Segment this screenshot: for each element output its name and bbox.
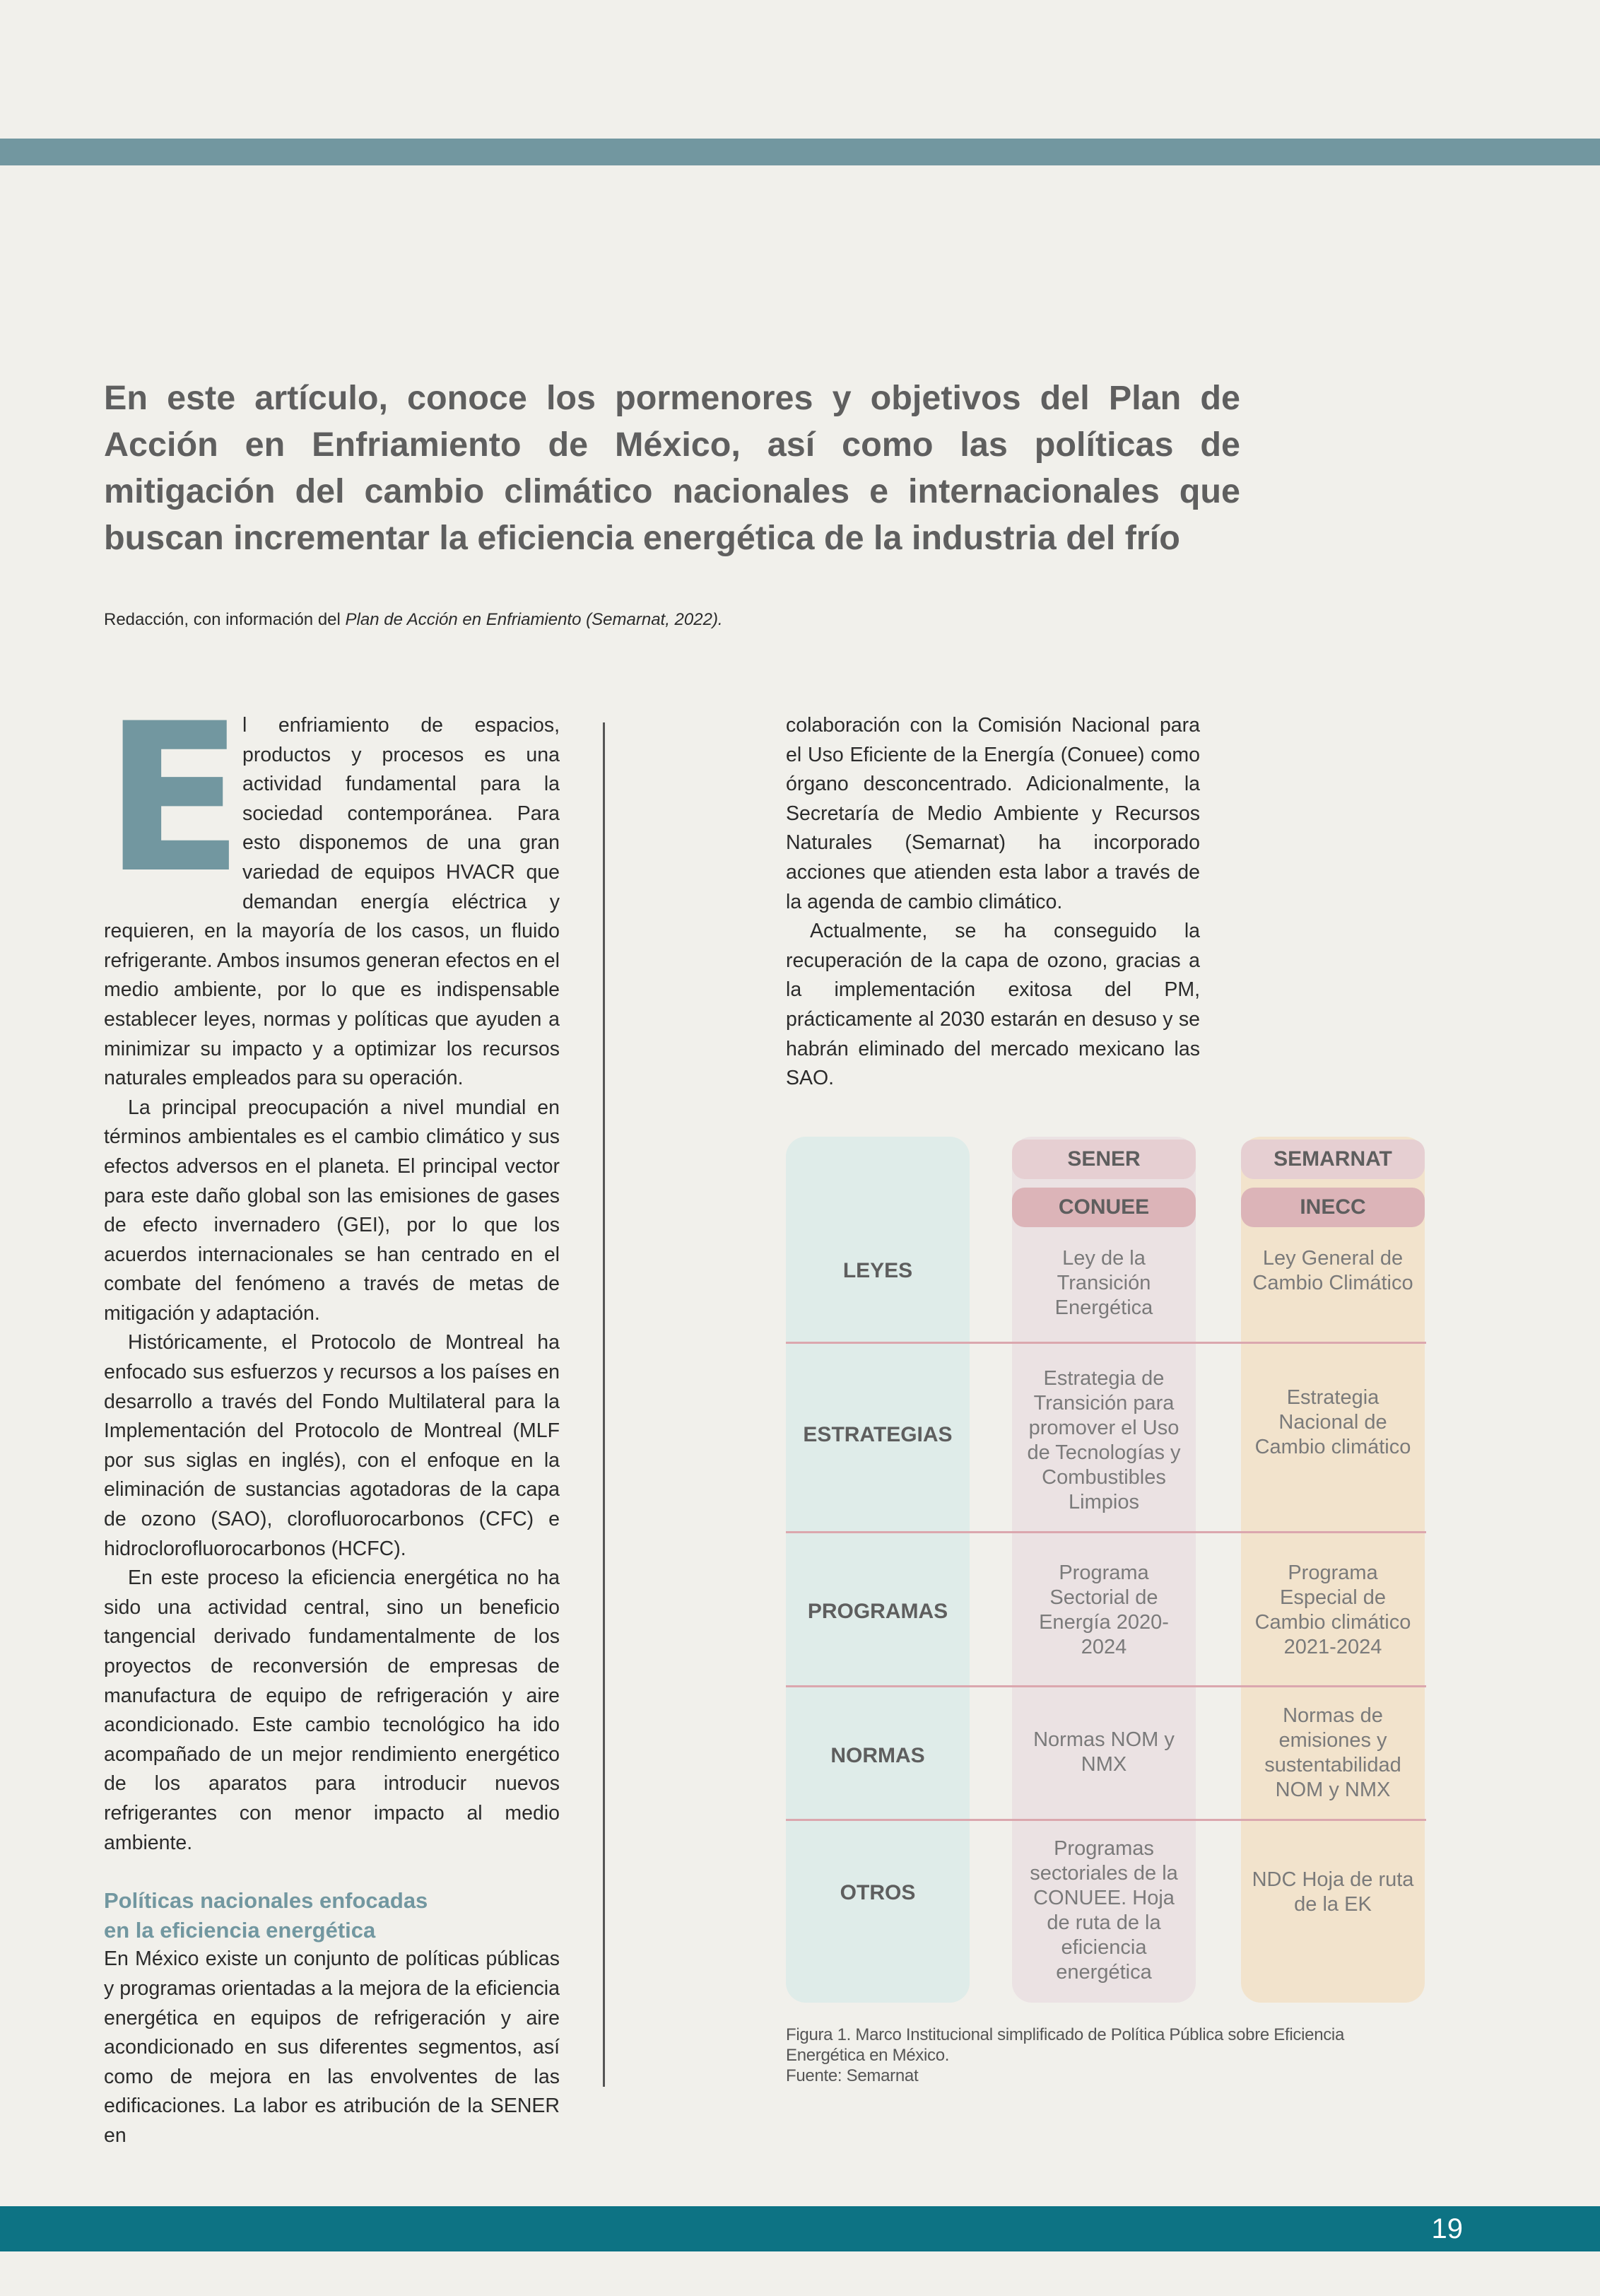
drop-cap: E [104,680,245,918]
figure-caption-source: Fuente: Semarnat [786,2066,919,2085]
credit-prefix: Redacción, con información del [104,610,346,629]
figure-caption [786,2025,1426,2086]
section-heading-line-1: Políticas nacionales enfocadas [104,1888,428,1914]
institutional-framework-figure [786,1137,1426,2003]
credit-source: Plan de Acción en Enfriamiento (Semarnat, 2022). [345,610,723,629]
figure-caption-text: Figura 1. Marco Institucional simplificado de Política Pública sobre Eficiencia Energética en México. [786,2025,1345,2065]
cell-sener-normas: Normas NOM y NMX [1033,1728,1175,1776]
row-divider [786,1531,1426,1533]
conuee-header: CONUEE [1012,1188,1196,1227]
cell-sener-estrategias: Estrategia de Transición para promover el Uso de Tecnologías y Combustibles Limpios [1027,1367,1181,1513]
cell-sener-otros: Programas sectoriales de la CONUEE. Hoja de ruta de la eficiencia energética [1030,1837,1178,1984]
cell-sener-programas: Programa Sectorial de Energía 2020-2024 [1039,1562,1169,1658]
row-label-otros: OTROS [840,1881,916,1904]
sener-header: SENER [1012,1140,1196,1179]
cell-semarnat-otros: NDC Hoja de ruta de la EK [1252,1868,1414,1916]
paragraph-2: La principal preocupación a nivel mundial en términos ambientales es el cambio climático y sus efectos adversos en el planeta. El principal vector para este daño global son las emisiones de gases de efecto invernadero (GEI), por lo que los acuerdos internacionales se han centrado en el combate del fenómeno a través de metas de mitigación y adaptación. [104,1096,560,1325]
section-heading [104,1886,560,1945]
cell-sener-leyes: Ley de la Transición Energética [1054,1247,1153,1319]
column-divider [603,722,605,2087]
paragraph-1: l enfriamiento de espacios, productos y procesos es una actividad fundamental para la sociedad contemporánea. Para esto disponemos de una gran variedad de equipos HVACR que demandan energía eléctrica y requieren, en la mayoría de los casos, un fluido refrigerante. Ambos insumos generan efectos en el medio ambiente, por lo que es indispensable establecer leyes, normas y políticas que ayuden a minimizar su impacto y a optimizar los recursos naturales empleados para su operación. [104,714,560,1090]
cell-semarnat-estrategias: Estrategia Nacional de Cambio climático [1254,1386,1411,1458]
cell-semarnat-normas: Normas de emisiones y sustentabilidad NOM y NMX [1264,1704,1401,1801]
left-column [104,680,560,2151]
row-label-leyes: LEYES [842,1259,913,1282]
footer-band [0,2206,1600,2251]
inecc-header: INECC [1241,1188,1425,1227]
section-heading-line-2: en la eficiencia energética [104,1917,376,1943]
row-label-normas: NORMAS [830,1744,925,1767]
row-divider [786,1819,1426,1821]
right-column [786,711,1200,1094]
cell-semarnat-leyes: Ley General de Cambio Climático [1252,1247,1413,1294]
cell-semarnat-programas: Programa Especial de Cambio climático 2021-2024 [1254,1562,1411,1658]
semarnat-header: SEMARNAT [1241,1140,1425,1179]
row-label-estrategias: ESTRATEGIAS [803,1423,953,1446]
paragraph-5: En México existe un conjunto de políticas públicas y programas orientadas a la mejora de la eficiencia energética en equipos de refrigeración y aire acondicionado en sus diferentes segmentos, así como de mejora en las envolventes de las edificaciones. La labor es atribución de la SENER en [104,1948,560,2147]
row-label-programas: PROGRAMAS [807,1600,948,1623]
row-divider [786,1342,1426,1344]
paragraph-3: Históricamente, el Protocolo de Montreal ha enfocado sus esfuerzos y recursos a los países en desarrollo a través del Fondo Multilateral para la Implementación del Protocolo de Montreal (MLF por sus siglas en inglés), con el enfoque en la eliminación de sustancias agotadoras de la capa de ozono (SAO), clorofluorocarbonos (CFC) e hidroclorofluorocarbonos (HCFC). [104,1331,560,1560]
paragraph-4: En este proceso la eficiencia energética no ha sido una actividad central, sino un beneficio tangencial derivado fundamentalmente de los proyectos de reconversión de empresas de manufactura de equipo de refrigeración y aire acondicionado. Este cambio tecnológico ha ido acompañado de un mejor rendimiento energético de los aparatos para introducir nuevos refrigerantes con menor impacto al medio ambiente. [104,1566,560,1854]
paragraph-6: colaboración con la Comisión Nacional para el Uso Eficiente de la Energía (Conuee) como órgano desconcentrado. Adicionalmente, la Secretaría de Medio Ambiente y Recursos Naturales (Semarnat) ha incorporado acciones que atienden esta labor a través de la agenda de cambio climático. [786,714,1200,913]
article-lead: En este artículo, conoce los pormenores y objetivos del Plan de Acción en Enfriamiento de México, así como las políticas de mitigación del cambio climático nacionales e internacionales que buscan incrementar la eficiencia energética de la industria del frío [104,379,1240,557]
article-credit [104,608,1023,632]
row-divider [786,1685,1426,1687]
paragraph-7: Actualmente, se ha conseguido la recuperación de la capa de ozono, gracias a la implementación exitosa del PM, prácticamente al 2030 estarán en desuso y se habrán eliminado del mercado mexicano las SAO. [786,920,1200,1090]
page-number: 19 [1431,2213,1463,2244]
top-band [0,139,1600,165]
